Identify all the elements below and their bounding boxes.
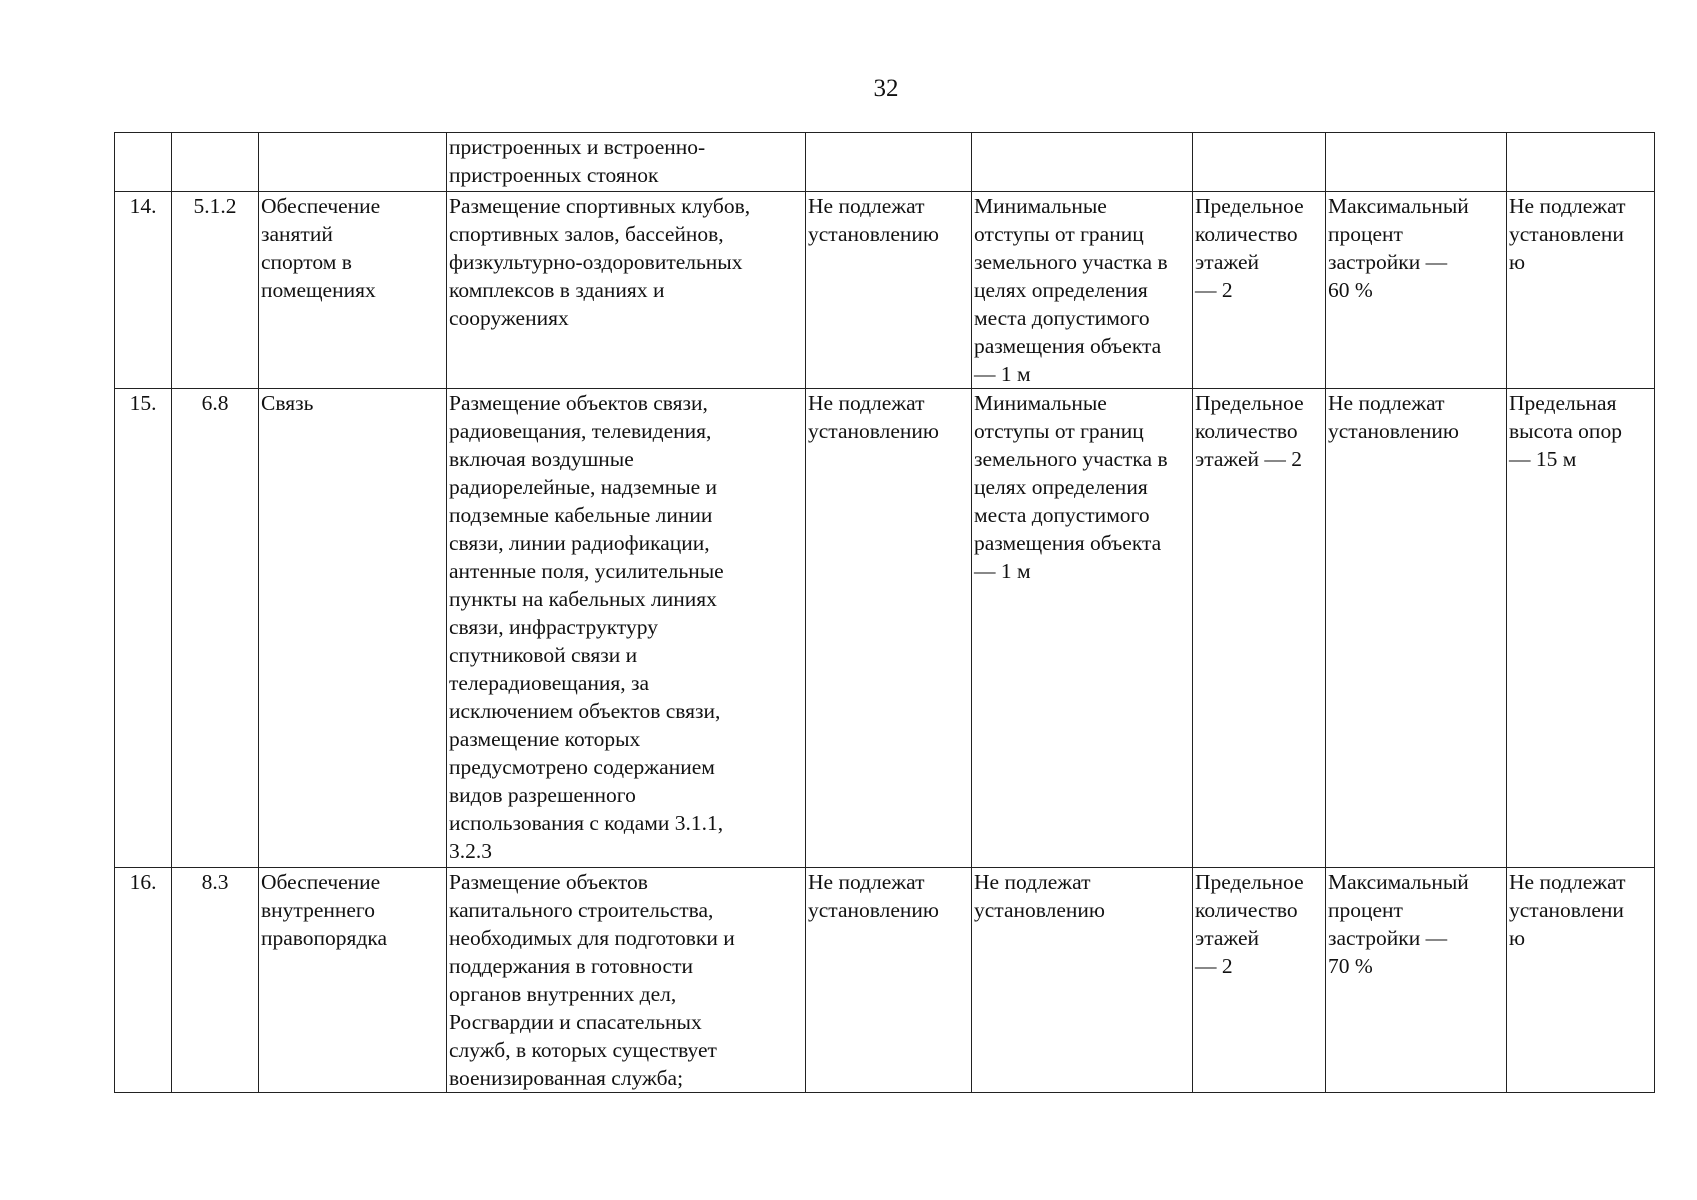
use-code-cell: 5.1.2 xyxy=(172,192,259,389)
setback-cell xyxy=(972,133,1193,192)
col5-cell: Не подлежат установлению xyxy=(806,389,972,868)
use-name-cell: Обеспечение внутреннего правопорядка xyxy=(259,868,447,1093)
use-code-cell: 8.3 xyxy=(172,868,259,1093)
use-description-cell: Размещение спортивных клубов, спортивных залов, бассейнов, физкультурно-оздоровительных комплексов в зданиях и сооружениях xyxy=(447,192,806,389)
setback-cell: Не подлежат установлению xyxy=(972,868,1193,1093)
floors-cell xyxy=(1193,133,1326,192)
row-number-cell: 15. xyxy=(115,389,172,868)
col5-cell: Не подлежат установлению xyxy=(806,192,972,389)
col9-cell: Предельная высота опор — 15 м xyxy=(1507,389,1655,868)
coverage-cell: Не подлежат установлению xyxy=(1326,389,1507,868)
col9-cell: Не подлежат установлени ю xyxy=(1507,192,1655,389)
table-row xyxy=(115,868,1655,1093)
row-number-cell xyxy=(115,133,172,192)
floors-cell: Предельное количество этажей — 2 xyxy=(1193,868,1326,1093)
setback-cell: Минимальные отступы от границ земельного участка в целях определения места допустимого размещения объекта — 1 м xyxy=(972,192,1193,389)
use-code-cell xyxy=(172,133,259,192)
use-name-cell: Связь xyxy=(259,389,447,868)
setback-cell: Минимальные отступы от границ земельного участка в целях определения места допустимого размещения объекта — 1 м xyxy=(972,389,1193,868)
col9-cell xyxy=(1507,133,1655,192)
floors-cell: Предельное количество этажей — 2 xyxy=(1193,389,1326,868)
use-description-cell: Размещение объектов капитального строительства, необходимых для подготовки и поддержания в готовности органов внутренних дел, Росгвардии и спасательных служб, в которых существует военизированная служба; xyxy=(447,868,806,1093)
use-name-cell: Обеспечение занятий спортом в помещениях xyxy=(259,192,447,389)
col5-cell: Не подлежат установлению xyxy=(806,868,972,1093)
table-row xyxy=(115,192,1655,389)
row-number-cell: 14. xyxy=(115,192,172,389)
coverage-cell xyxy=(1326,133,1507,192)
page-number: 32 xyxy=(873,75,899,102)
use-code-cell: 6.8 xyxy=(172,389,259,868)
table-row xyxy=(115,133,1655,192)
col5-cell xyxy=(806,133,972,192)
table-row xyxy=(115,389,1655,868)
use-description-cell: Размещение объектов связи, радиовещания, телевидения, включая воздушные радиорелейные, надземные и подземные кабельные линии связи, линии радиофикации, антенные поля, усилительные пункты на кабельных линиях связи, инфраструктуру спутниковой связи и телерадиовещания, за исключением объектов связи, размещение которых предусмотрено содержанием видов разрешенного использования с кодами 3.1.1, 3.2.3 xyxy=(447,389,806,868)
floors-cell: Предельное количество этажей — 2 xyxy=(1193,192,1326,389)
regulations-table xyxy=(114,132,1655,1093)
col9-cell: Не подлежат установлени ю xyxy=(1507,868,1655,1093)
coverage-cell: Максимальный процент застройки — 60 % xyxy=(1326,192,1507,389)
row-number-cell: 16. xyxy=(115,868,172,1093)
coverage-cell: Максимальный процент застройки — 70 % xyxy=(1326,868,1507,1093)
use-description-cell: пристроенных и встроенно- пристроенных стоянок xyxy=(447,133,806,192)
use-name-cell xyxy=(259,133,447,192)
